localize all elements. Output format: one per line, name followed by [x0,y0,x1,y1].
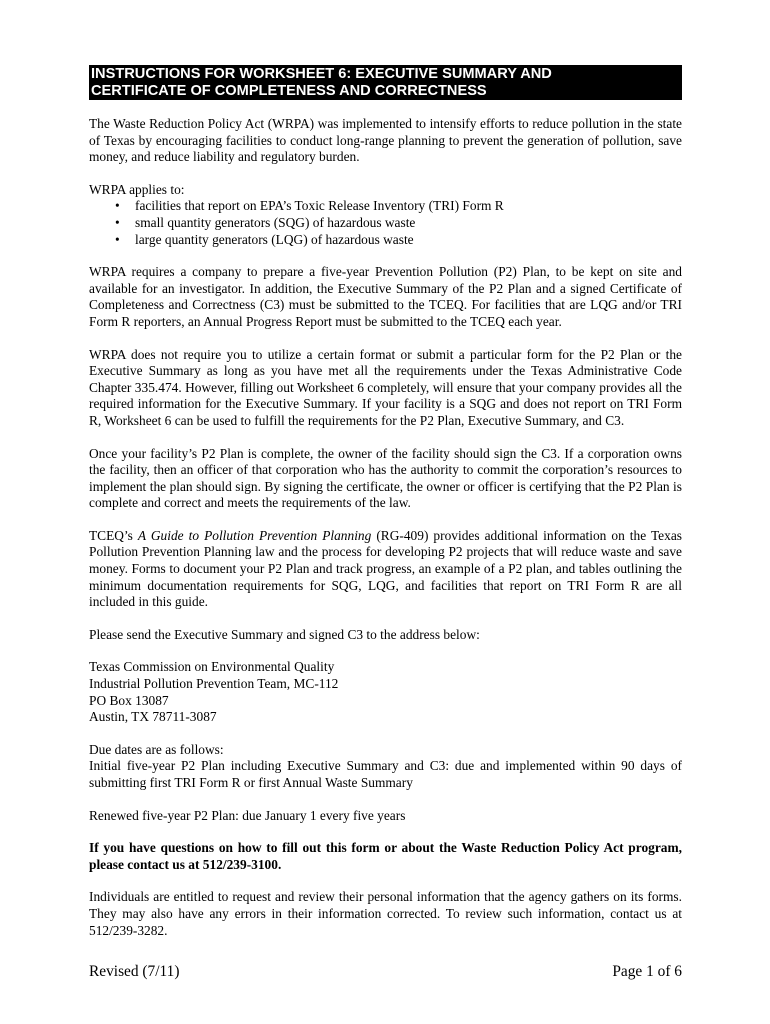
page-footer [89,963,682,981]
due-initial: Initial five-year P2 Plan including Executive Summary and C3: due and implemented within 90 days of submitting first TRI Form R or first Annual Waste Summary [89,758,682,790]
bullet-icon: • [115,198,120,214]
title-line-2: CERTIFICATE OF COMPLETENESS AND CORRECTNESS [91,83,487,99]
applies-heading: WRPA applies to: [89,181,185,197]
bullet-icon: • [115,214,120,230]
mailing-address: Texas Commission on Environmental Quality Industrial Pollution Prevention Team, MC-112 PO Box 13087 Austin, TX 78711-3087 [89,659,339,725]
list-item: • large quantity generators (LQG) of hazardous waste [115,231,414,247]
contact-note: If you have questions on how to fill out this form or about the Waste Reduction Policy Act program, please contact us at 512/239-3100. [89,840,682,872]
due-dates [89,742,682,792]
due-dates-heading: Due dates are as follows: [89,741,224,757]
send-instruction: Please send the Executive Summary and signed C3 to the address below: [89,626,480,642]
list-item: • small quantity generators (SQG) of hazardous waste [115,214,416,230]
signing-paragraph: Once your facility’s P2 Plan is complete, the owner of the facility should sign the C3. If a corporation owns the facility, then an officer of that corporation who has the authority to commit the corporation’s resources to implement the plan should sign. By signing the certificate, the owner or officer is certifying that the P2 Plan is complete and correct and meets the requirements of the law. [89,445,682,511]
guide-title: A Guide to Pollution Prevention Planning [137,527,372,543]
due-renewed: Renewed five-year P2 Plan: due January 1 every five years [89,807,406,823]
applies-list [89,198,682,248]
guide-paragraph: TCEQ’s A Guide to Pollution Prevention Planning (RG-409) provides additional information on the Texas Pollution Prevention Planning law and the process for developing P2 projects that will reduce waste and save money. Forms to document your P2 Plan and track progress, an example of a P2 plan, and tables outlining the minimum documentation requirements for SQG, LQG, and facilities that report on TRI Form R are all included in this guide. [89,527,682,610]
privacy-note: Individuals are entitled to request and review their personal information that the agency gathers on its forms. They may also have any errors in their information corrected. To review such information, contact us at 512/239-3282. [89,889,682,938]
revision-label: Revised (7/11) [89,963,180,980]
list-item: • facilities that report on EPA’s Toxic Release Inventory (TRI) Form R [115,198,504,214]
intro-paragraph: The Waste Reduction Policy Act (WRPA) was implemented to intensify efforts to reduce pollution in the state of Texas by encouraging facilities to conduct long-range planning to prevent the generation of pollution, save money, and reduce liability and regulatory burden. [89,116,682,165]
bullet-icon: • [115,231,120,247]
requirements-paragraph: WRPA requires a company to prepare a five-year Prevention Pollution (P2) Plan, to be kept on site and available for an investigator. In addition, the Executive Summary of the P2 Plan and a signed Certificate of Completeness and Correctness (C3) must be submitted to the TCEQ. For facilities that are LQG and/or TRI Form R reporters, an Annual Progress Report must be submitted to the TCEQ each year. [89,264,682,329]
page-title [89,65,682,100]
page-number: Page 1 of 6 [612,963,682,980]
format-paragraph: WRPA does not require you to utilize a certain format or submit a particular form for the P2 Plan or the Executive Summary as long as you have met all the requirements under the Texas Administrative Code Chapter 335.474. However, filling out Worksheet 6 completely, will ensure that your company provides all the required information for the Executive Summary. If your facility is a SQG and does not report on TRI Form R, Worksheet 6 can be used to fulfill the requirements for the P2 Plan, Executive Summary, and C3. [89,346,682,428]
title-line-1: INSTRUCTIONS FOR WORKSHEET 6: EXECUTIVE SUMMARY AND [91,66,552,82]
document-page [89,65,682,955]
